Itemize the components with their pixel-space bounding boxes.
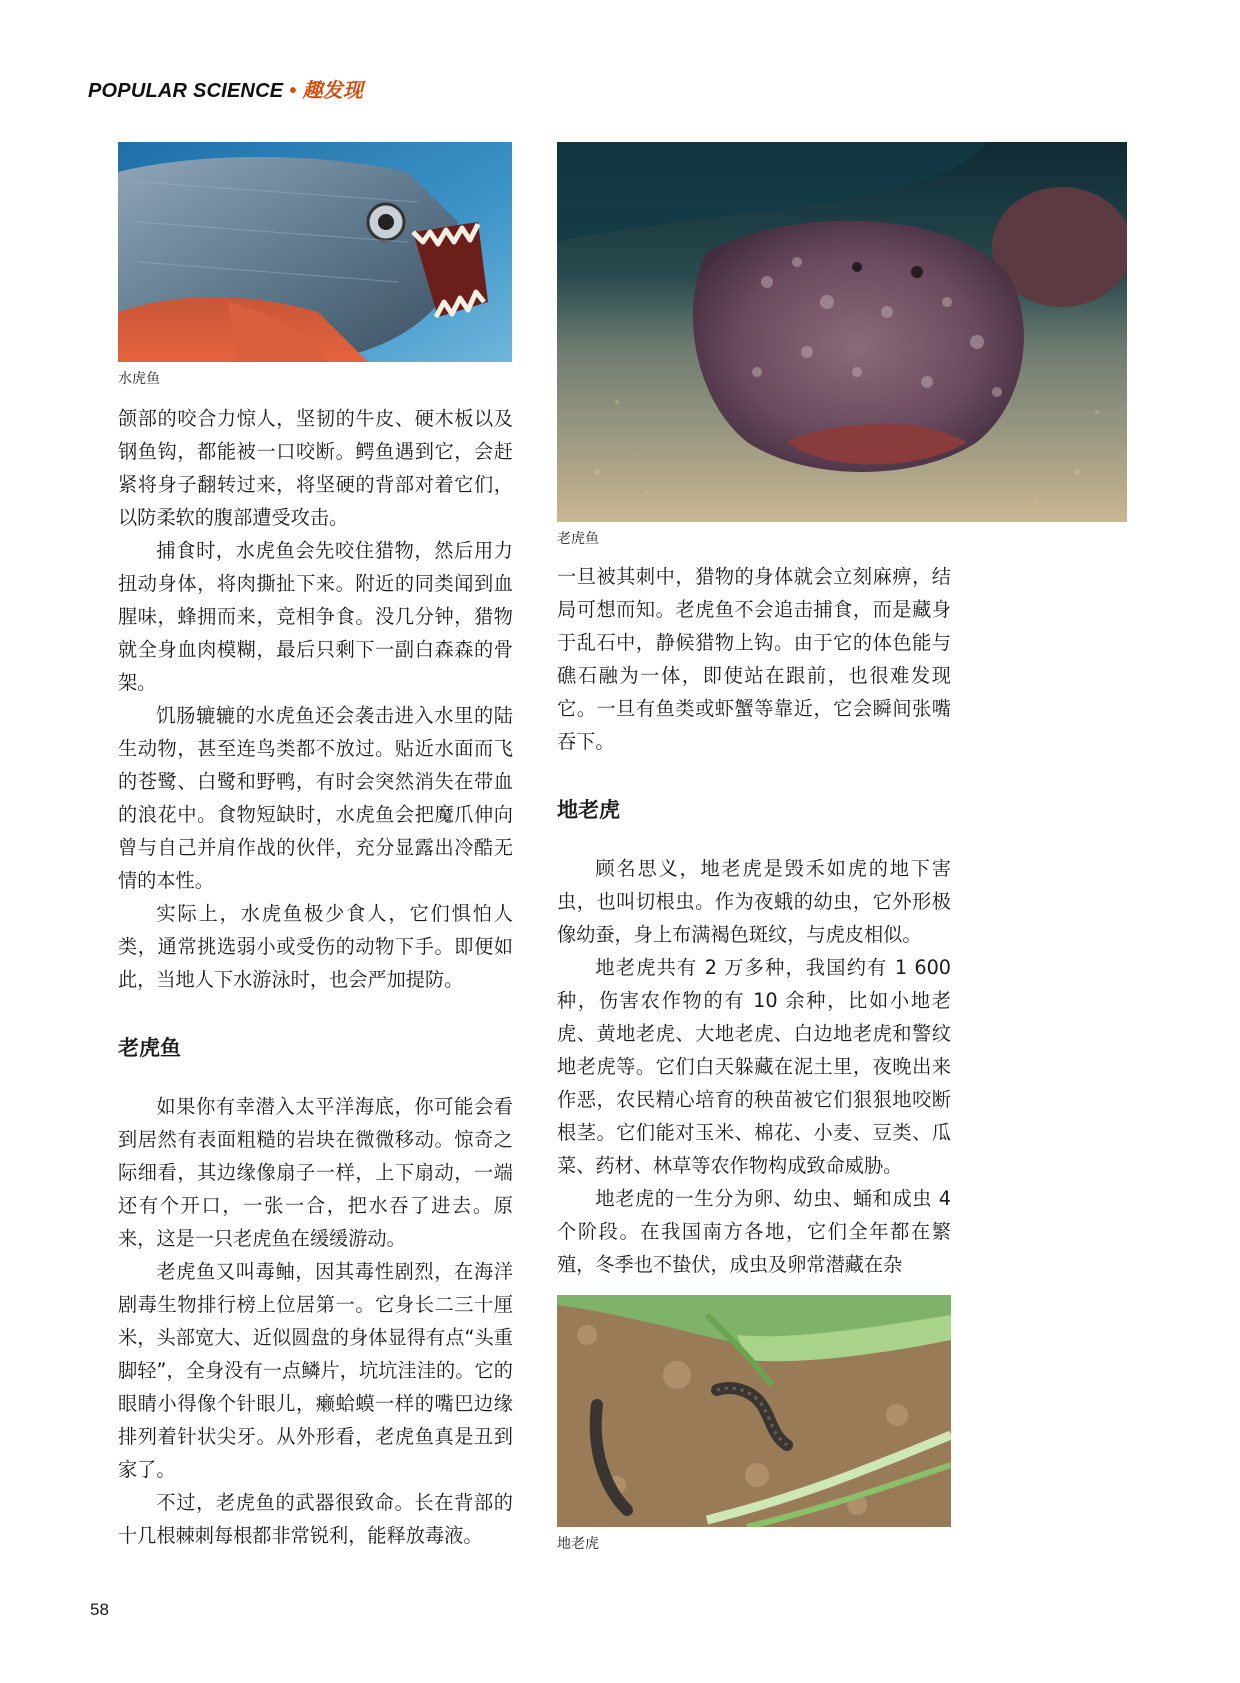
left-text-block-1 [118,402,513,996]
cutworm-photo [557,1295,951,1527]
magazine-header [88,74,363,103]
paragraph: 饥肠辘辘的水虎鱼还会袭击进入水里的陆生动物，甚至连鸟类都不放过。贴近水面而飞的苍鹭、白鹭和野鸭，有时会突然消失在带血的浪花中。食物短缺时，水虎鱼会把魔爪伸向曾与自己并肩作战的伙伴，充分显露出冷酷无情的本性。 [118,704,513,892]
stonefish-photo [557,142,1127,522]
right-text-block-1 [557,560,951,758]
piranha-photo [118,142,512,362]
paragraph: 地老虎共有 2 万多种，我国约有 1 600 种，伤害农作物的有 10 余种，比如小地老虎、黄地老虎、大地老虎、白边地老虎和警纹地老虎等。它们白天躲藏在泥土里，夜晚出来作恶，农民精心培育的秧苗被它们狠狠地咬断根茎。它们能对玉米、棉花、小麦、豆类、瓜菜、药材、林草等农作物构成致命威胁。 [557,956,951,1177]
left-text-block-2 [118,1090,513,1552]
paragraph: 老虎鱼又叫毒鲉，因其毒性剧烈，在海洋剧毒生物排行榜上位居第一。它身长二三十厘米，头部宽大、近似圆盘的身体显得有点“头重脚轻”，全身没有一点鳞片，坑坑洼洼的。它的眼睛小得像个针眼儿，癞蛤蟆一样的嘴巴边缘排列着针状尖牙。从外形看，老虎鱼真是丑到家了。 [118,1260,513,1481]
section-title: 趣发现 [302,80,364,102]
paragraph: 捕食时，水虎鱼会先咬住猎物，然后用力扭动身体，将肉撕扯下来。附近的同类闻到血腥味，蜂拥而来，竞相争食。没几分钟，猎物就全身血肉模糊，最后只剩下一副白森森的骨架。 [118,539,513,694]
paragraph: 颌部的咬合力惊人，坚韧的牛皮、硬木板以及钢鱼钩，都能被一口咬断。鳄鱼遇到它，会赶紧将身子翻转过来，将坚硬的背部对着它们，以防柔软的腹部遭受攻击。 [118,407,513,529]
right-text-block-2 [557,852,951,1281]
stonefish-illustration [557,142,1127,522]
paragraph: 一旦被其刺中，猎物的身体就会立刻麻痹，结局可想而知。老虎鱼不会追击捕食，而是藏身于乱石中，静候猎物上钩。由于它的体色能与礁石融为一体，即使站在跟前，也很难发现它。一旦有鱼类或虾蟹等靠近，它会瞬间张嘴吞下。 [557,565,951,753]
left-column [118,142,513,1552]
right-column [557,142,951,1553]
paragraph: 实际上，水虎鱼极少食人，它们惧怕人类，通常挑选弱小或受伤的动物下手。即便如此，当地人下水游泳时，也会严加提防。 [118,902,513,991]
cutworm-illustration [557,1295,951,1527]
paragraph: 顾名思义，地老虎是毁禾如虎的地下害虫，也叫切根虫。作为夜蛾的幼虫，它外形极像幼蚕，身上布满褐色斑纹，与虎皮相似。 [557,857,951,946]
section-heading-cutworm: 地老虎 [557,798,620,822]
paragraph: 如果你有幸潜入太平洋海底，你可能会看到居然有表面粗糙的岩块在微微移动。惊奇之际细看，其边缘像扇子一样，上下扇动，一端还有个开口，一张一合，把水吞了进去。原来，这是一只老虎鱼在缓缓游动。 [118,1095,513,1250]
piranha-illustration [118,142,512,362]
section-heading-stonefish: 老虎鱼 [118,1036,181,1060]
page-number: 58 [90,1600,109,1619]
cutworm-caption: 地老虎 [557,1536,599,1552]
stonefish-caption: 老虎鱼 [557,531,599,547]
paragraph: 不过，老虎鱼的武器很致命。长在背部的十几根棘刺每根都非常锐利，能释放毒液。 [118,1491,513,1547]
header-separator: • [289,80,297,102]
piranha-caption: 水虎鱼 [118,371,160,387]
magazine-brand: POPULAR SCIENCE [88,80,284,102]
paragraph: 地老虎的一生分为卵、幼虫、蛹和成虫 4 个阶段。在我国南方各地，它们全年都在繁殖，冬季也不蛰伏，成虫及卵常潜藏在杂 [557,1187,951,1276]
